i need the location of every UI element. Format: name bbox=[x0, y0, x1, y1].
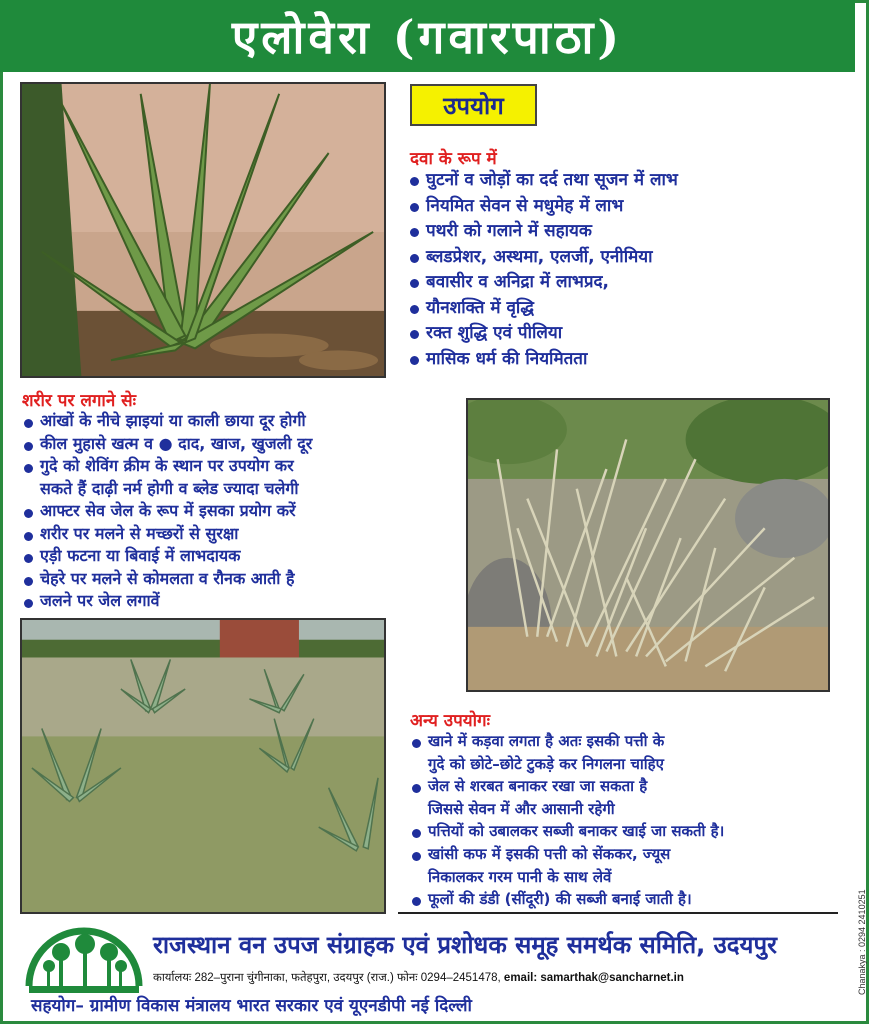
aloe-field-photo bbox=[20, 618, 386, 914]
list-item-continued: सकते हैं दाढ़ी नर्म होगी व ब्लेड ज्यादा चलेगी bbox=[40, 478, 299, 498]
title-bar bbox=[0, 0, 855, 72]
list-item: कील मुहासे खत्म व ● दाद, खाज, खुजली दूर bbox=[22, 433, 312, 456]
side-credit bbox=[852, 889, 867, 1000]
other-uses-heading: अन्य उपयोगः bbox=[410, 711, 491, 731]
list-item: फूलों की डंडी (सींदूरी) की सब्जी बनाई जाती है। bbox=[410, 888, 724, 911]
uses-badge bbox=[410, 84, 537, 126]
list-item-continued: निकालकर गरम पानी के साथ लेवें bbox=[428, 867, 612, 886]
other-uses-list bbox=[410, 730, 724, 911]
list-item: पथरी को गलाने में सहायक bbox=[408, 219, 678, 245]
aloe-plant-photo bbox=[20, 82, 386, 378]
poster-title: एलोवेरा (गवारपाठा) bbox=[231, 10, 624, 64]
list-item: चेहरे पर मलने से कोमलता व रौनक आती है bbox=[22, 568, 312, 591]
separator-line bbox=[398, 912, 838, 914]
medicine-list bbox=[408, 168, 678, 372]
email-text: email: samarthak@sancharnet.in bbox=[503, 972, 684, 984]
tree-logo-icon bbox=[25, 926, 143, 998]
organization-name: राजस्थान वन उपज संग्राहक एवं प्रशोधक समूह समर्थक समिति, उदयपुर bbox=[153, 931, 777, 959]
list-item: खाने में कड़वा लगता है अतः इसकी पत्ती के bbox=[410, 730, 724, 753]
aloe-rocks-photo bbox=[466, 398, 830, 692]
list-item: पत्तियों को उबालकर सब्जी बनाकर खाई जा सकती है। bbox=[410, 820, 724, 843]
support-line: सहयोग– ग्रामीण विकास मंत्रालय भारत सरकार एवं यूएनडीपी नई दिल्ली bbox=[31, 996, 472, 1016]
list-item: नियमित सेवन से मधुमेह में लाभ bbox=[408, 194, 678, 220]
list-item: घुटनों व जोड़ों का दर्द तथा सूजन में लाभ bbox=[408, 168, 678, 194]
footer bbox=[3, 918, 852, 1021]
list-item: ब्लडप्रेशर, अस्थमा, एलर्जी, एनीमिया bbox=[408, 245, 678, 271]
list-item: बवासीर व अनिद्रा में लाभप्रद, bbox=[408, 270, 678, 296]
list-item-continued: जिससे सेवन में और आसानी रहेगी bbox=[428, 799, 615, 818]
list-item: शरीर पर मलने से मच्छरों से सुरक्षा bbox=[22, 523, 312, 546]
list-item: मासिक धर्म की नियमितता bbox=[408, 347, 678, 373]
body-apply-list bbox=[22, 410, 312, 613]
list-item: गुदे को शेविंग क्रीम के स्थान पर उपयोग कर bbox=[22, 455, 312, 478]
address-text: कार्यालयः 282–पुराना चुंगीनाका, फतेहपुरा, उदयपुर (राज.) फोनः 0294–2451478, bbox=[153, 972, 501, 984]
list-item: आंखों के नीचे झाइयां या काली छाया दूर होगी bbox=[22, 410, 312, 433]
list-item: यौनशक्ति में वृद्धि bbox=[408, 296, 678, 322]
side-credit-text: Chanakya : 0294 2410251 bbox=[857, 889, 867, 995]
list-item: जेल से शरबत बनाकर रखा जा सकता है bbox=[410, 775, 724, 798]
office-address bbox=[153, 970, 684, 985]
list-item: खांसी कफ में इसकी पत्ती को सेंककर, ज्यूस bbox=[410, 843, 724, 866]
list-item: आफ्टर सेव जेल के रूप में इसका प्रयोग करें bbox=[22, 500, 312, 523]
list-item-continued: गुदे को छोटे–छोटे टुकड़े कर निगलना चाहिए bbox=[428, 754, 664, 773]
list-item: एड़ी फटना या बिवाई में लाभदायक bbox=[22, 545, 312, 568]
uses-badge-label: उपयोग bbox=[443, 91, 504, 120]
body-apply-heading: शरीर पर लगाने सेः bbox=[22, 391, 137, 411]
medicine-heading: दवा के रूप में bbox=[410, 149, 497, 169]
list-item: जलने पर जेल लगावें bbox=[22, 590, 312, 613]
list-item: रक्त शुद्धि एवं पीलिया bbox=[408, 321, 678, 347]
